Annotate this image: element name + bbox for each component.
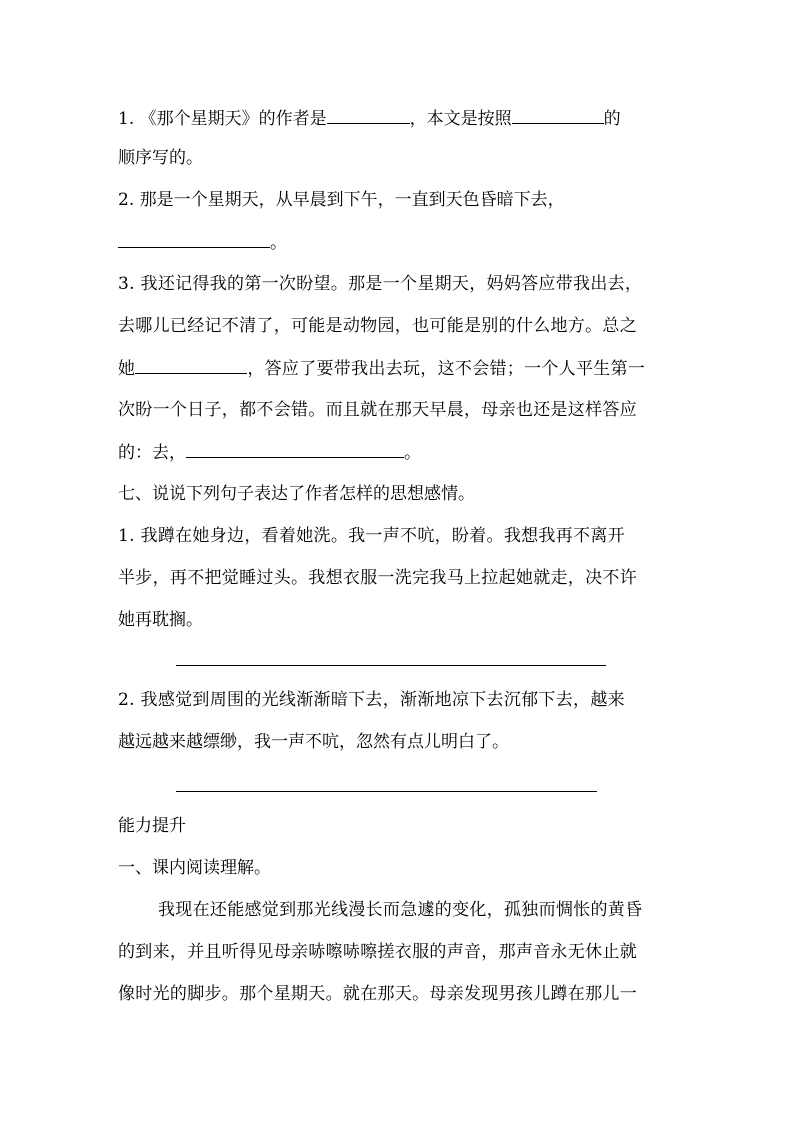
- section-7-heading: 七、说说下列句子表达了作者怎样的思想感情。: [118, 484, 475, 504]
- section-7-item-2-line-1: 2. 我感觉到周围的光线渐渐暗下去，渐渐地凉下去沉郁下去，越来: [118, 690, 625, 710]
- question-3-line-2: 去哪儿已经记不清了，可能是动物园，也可能是别的什么地方。总之: [118, 316, 637, 336]
- answer-blank-q2[interactable]: [118, 230, 270, 248]
- question-3-line-3: 她 ，答应了要带我出去玩，这不会错；一个人平生第一: [118, 356, 645, 381]
- passage-line-1: 我现在还能感觉到那光线漫长而急遽的变化，孤独而惆怅的黄昏: [158, 900, 643, 920]
- question-2-line-1: 2. 那是一个星期天，从早晨到下午，一直到天色昏暗下去，: [118, 190, 565, 210]
- question-3-line-5: 的：去， 。: [118, 440, 421, 465]
- answer-blank-order[interactable]: [512, 106, 604, 124]
- question-2-line-2: 。: [118, 230, 287, 255]
- answer-blank-author[interactable]: [327, 106, 410, 124]
- section-7-item-1-line-2: 半步，再不把觉睡过头。我想衣服一洗完我马上拉起她就走，决不许: [118, 568, 637, 588]
- question-1-line-2: 顺序写的。: [118, 148, 203, 168]
- passage-line-3: 像时光的脚步。那个星期天。就在那天。母亲发现男孩儿蹲在那儿一: [118, 984, 637, 1004]
- ability-title: 能力提升: [118, 816, 186, 836]
- reading-heading: 一、课内阅读理解。: [118, 858, 271, 878]
- question-3-line-4: 次盼一个日子，都不会错。而且就在那天早晨，母亲也还是这样答应: [118, 400, 637, 420]
- section-7-item-1-line-3: 她再耽搁。: [118, 610, 203, 630]
- section-7-item-2-line-2: 越远越来越缥缈，我一声不吭，忽然有点儿明白了。: [118, 732, 509, 752]
- answer-line-item-2[interactable]: [176, 791, 597, 792]
- answer-blank-q3b[interactable]: [186, 440, 404, 458]
- question-3-line-1: 3. 我还记得我的第一次盼望。那是一个星期天，妈妈答应带我出去，: [118, 274, 643, 294]
- question-1-line-1: 1. 《那个星期天》的作者是 ，本文是按照 的: [118, 106, 621, 131]
- answer-blank-q3a[interactable]: [135, 356, 247, 374]
- answer-line-item-1[interactable]: [176, 665, 606, 666]
- section-7-item-1-line-1: 1. 我蹲在她身边，看着她洗。我一声不吭，盼着。我想我再不离开: [118, 526, 625, 546]
- passage-line-2: 的到来，并且听得见母亲哧嚓哧嚓搓衣服的声音，那声音永无休止就: [118, 942, 637, 962]
